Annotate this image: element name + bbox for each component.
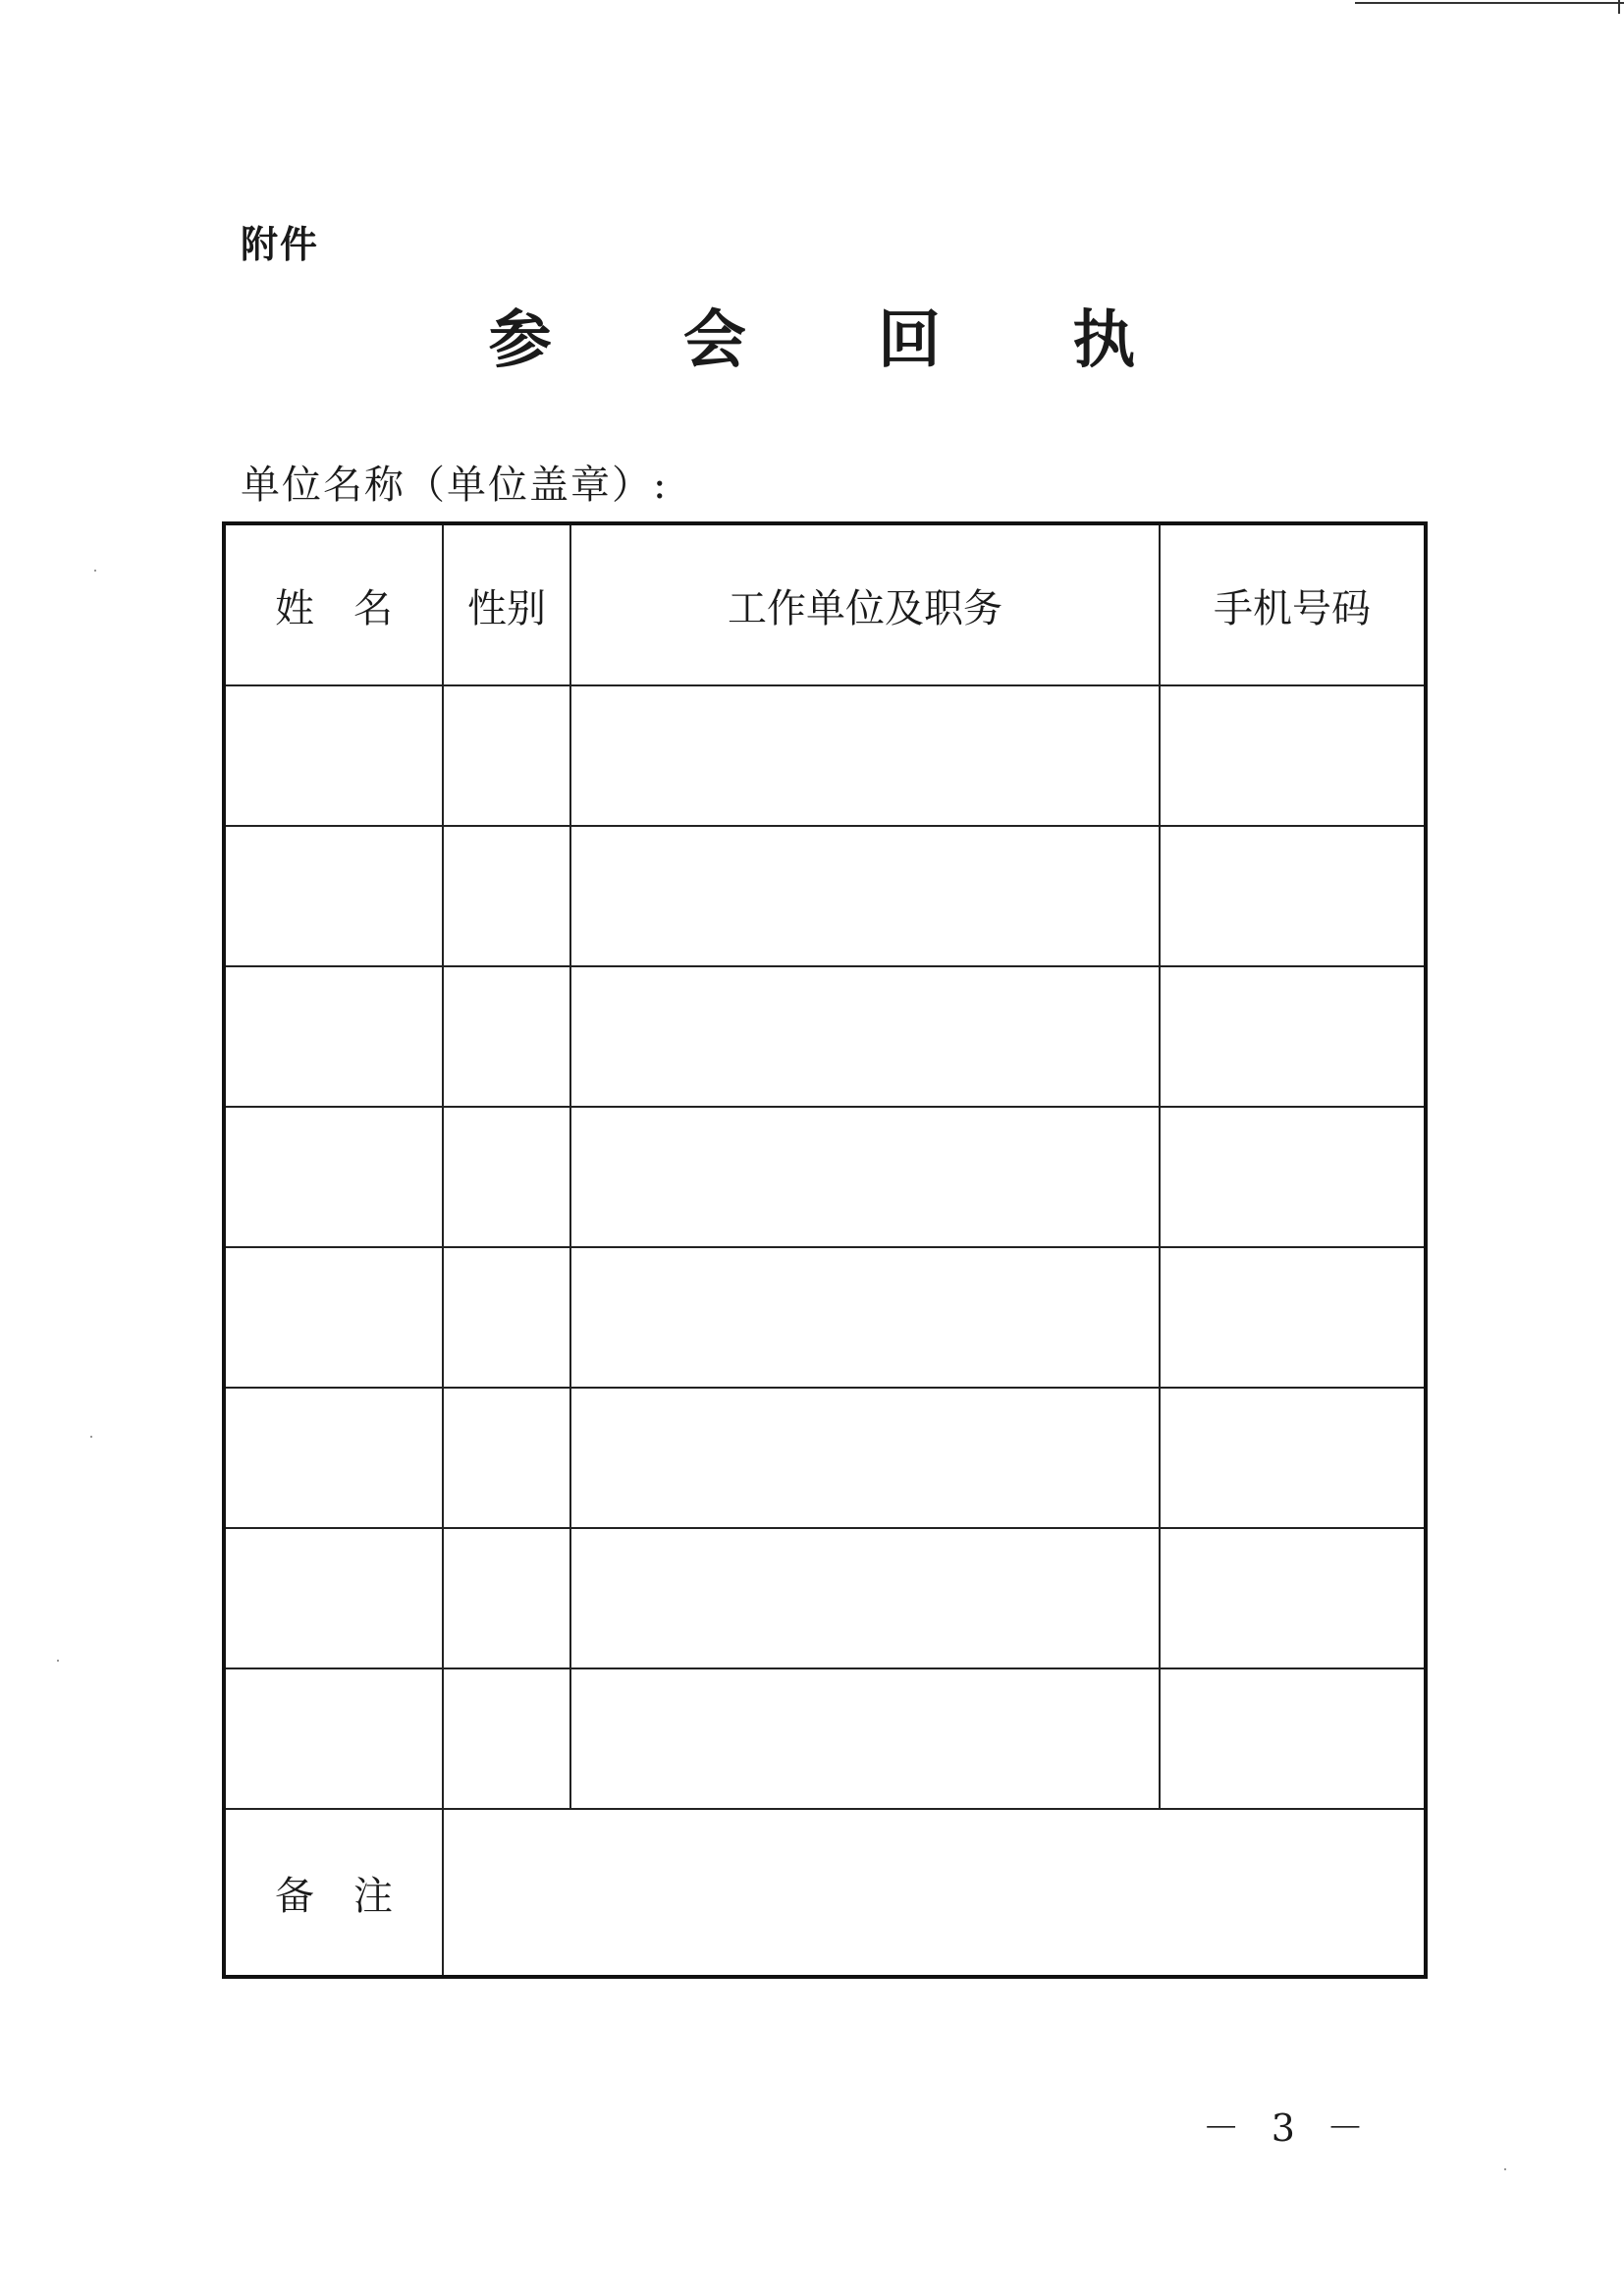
gender-cell[interactable]: [443, 826, 570, 966]
unit-name-label: 单位名称（单位盖章）:: [241, 463, 669, 508]
table-row: [224, 966, 1426, 1107]
name-cell[interactable]: [224, 1247, 443, 1388]
name-cell[interactable]: [224, 1528, 443, 1668]
gender-cell[interactable]: [443, 966, 570, 1107]
column-header-gender: 性别: [443, 523, 570, 685]
gender-cell[interactable]: [443, 1528, 570, 1668]
page-title: 参 会 回 执: [488, 303, 1191, 377]
name-cell[interactable]: [224, 1668, 443, 1809]
scan-speck: [90, 1436, 92, 1438]
workplace-cell[interactable]: [570, 1247, 1160, 1388]
notes-label: 备 注: [224, 1809, 443, 1977]
scan-speck: [57, 1660, 59, 1662]
table-row: [224, 1668, 1426, 1809]
table-row: [224, 1247, 1426, 1388]
scan-edge-mark: [1618, 0, 1620, 14]
workplace-cell[interactable]: [570, 1668, 1160, 1809]
mobile-cell[interactable]: [1160, 966, 1426, 1107]
gender-cell[interactable]: [443, 1388, 570, 1528]
scan-edge-line: [1355, 2, 1624, 4]
scan-speck: [94, 570, 96, 572]
column-header-mobile: 手机号码: [1160, 523, 1426, 685]
mobile-cell[interactable]: [1160, 685, 1426, 826]
scan-speck: [1504, 2168, 1506, 2170]
workplace-cell[interactable]: [570, 1388, 1160, 1528]
name-cell[interactable]: [224, 966, 443, 1107]
registration-table: [222, 521, 1428, 1979]
attachment-label: 附件: [241, 223, 320, 266]
page-number: － 3 －: [1202, 2106, 1374, 2150]
table-row: [224, 1388, 1426, 1528]
mobile-cell[interactable]: [1160, 1247, 1426, 1388]
table-row: [224, 1107, 1426, 1247]
name-cell[interactable]: [224, 1388, 443, 1528]
table-header-row: [224, 523, 1426, 685]
table-row: [224, 826, 1426, 966]
mobile-cell[interactable]: [1160, 826, 1426, 966]
gender-cell[interactable]: [443, 1247, 570, 1388]
name-cell[interactable]: [224, 1107, 443, 1247]
workplace-cell[interactable]: [570, 1107, 1160, 1247]
mobile-cell[interactable]: [1160, 1388, 1426, 1528]
mobile-cell[interactable]: [1160, 1107, 1426, 1247]
workplace-cell[interactable]: [570, 826, 1160, 966]
workplace-cell[interactable]: [570, 1528, 1160, 1668]
mobile-cell[interactable]: [1160, 1668, 1426, 1809]
notes-row: [224, 1809, 1426, 1977]
gender-cell[interactable]: [443, 1107, 570, 1247]
workplace-cell[interactable]: [570, 685, 1160, 826]
workplace-cell[interactable]: [570, 966, 1160, 1107]
table-row: [224, 1528, 1426, 1668]
column-header-name: 姓 名: [224, 523, 443, 685]
column-header-workplace-position: 工作单位及职务: [570, 523, 1160, 685]
notes-cell[interactable]: [443, 1809, 1426, 1977]
table-row: [224, 685, 1426, 826]
gender-cell[interactable]: [443, 685, 570, 826]
name-cell[interactable]: [224, 685, 443, 826]
gender-cell[interactable]: [443, 1668, 570, 1809]
mobile-cell[interactable]: [1160, 1528, 1426, 1668]
name-cell[interactable]: [224, 826, 443, 966]
